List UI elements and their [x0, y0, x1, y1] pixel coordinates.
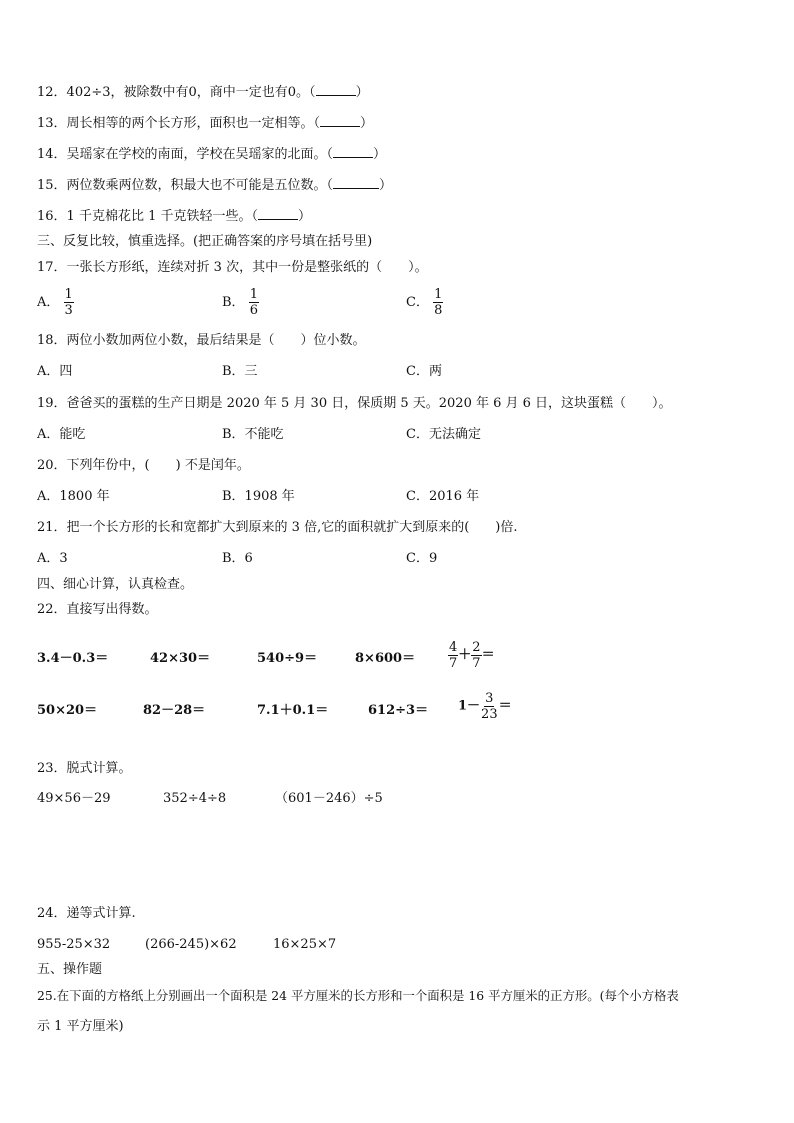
question-13-text: 13．周长相等的两个长方形，面积也一定相等。（: [37, 116, 321, 131]
fraction: [433, 287, 443, 318]
fraction-expression: [448, 640, 495, 671]
option-a[interactable]: A．1800 年: [37, 489, 110, 504]
fraction: [64, 287, 74, 318]
calc-item: 8×600＝: [355, 651, 416, 666]
numerator: 3: [485, 691, 494, 706]
question-14-text: 14．吴瑶家在学校的南面，学校在吴瑶家的北面。（: [37, 147, 334, 162]
option-label: C．: [406, 295, 429, 310]
option-b[interactable]: B．不能吃: [222, 427, 284, 442]
question-24-stem: 24．递等式计算.: [37, 906, 136, 921]
answer-blank[interactable]: [333, 176, 379, 189]
question-12: [37, 83, 369, 102]
equals-sign: ＝: [498, 698, 512, 714]
calc-item: 352÷4÷8: [163, 791, 227, 806]
whole-minus: 1－: [458, 698, 481, 714]
close-paren: ）: [355, 85, 369, 100]
close-paren: ）: [379, 178, 393, 193]
question-23-stem: 23．脱式计算。: [37, 761, 132, 776]
question-15: [37, 176, 392, 195]
fraction: [249, 287, 259, 318]
calc-item: 82－28＝: [143, 703, 206, 718]
fraction: [471, 640, 481, 671]
section-3-title: 三、反复比较，慎重选择。(把正确答案的序号填在括号里): [37, 234, 373, 249]
section-5-title: 五、操作题: [37, 962, 103, 977]
close-paren: ）: [360, 116, 374, 131]
question-25-line1: 25.在下面的方格纸上分别画出一个面积是 24 平方厘米的长方形和一个面积是 16 平方厘米的正方形。(每个小方格表: [37, 988, 679, 1003]
question-16: [37, 207, 311, 226]
question-19-stem: 19．爸爸买的蛋糕的生产日期是 2020 年 5 月 30 日，保质期 5 天。2020 年 6 月 6 日，这块蛋糕（ ）。: [37, 396, 672, 411]
option-c[interactable]: C．无法确定: [406, 427, 481, 442]
question-21-stem: 21．把一个长方形的长和宽都扩大到原来的 3 倍,它的面积就扩大到原来的( )倍.: [37, 520, 518, 535]
plus-sign: ＋: [458, 647, 472, 663]
option-label: B．: [222, 295, 245, 310]
equals-sign: ＝: [481, 647, 495, 663]
question-20-stem: 20．下列年份中，( ) 不是闰年。: [37, 458, 250, 473]
answer-blank[interactable]: [333, 145, 373, 158]
denominator: 8: [434, 303, 443, 318]
denominator: 7: [449, 656, 458, 671]
denominator: 3: [64, 303, 73, 318]
calc-item: 16×25×7: [273, 937, 337, 952]
question-25-line2: 示 1 平方厘米): [37, 1019, 124, 1034]
option-a[interactable]: A．3: [37, 551, 68, 566]
answer-blank[interactable]: [316, 83, 356, 96]
denominator: 6: [249, 303, 258, 318]
question-22-stem: 22．直接写出得数。: [37, 602, 158, 617]
option-b[interactable]: B．6: [222, 551, 253, 566]
fraction-expression: [458, 691, 512, 722]
question-18-stem: 18．两位小数加两位小数，最后结果是（ ）位小数。: [37, 333, 366, 348]
calc-item: 42×30＝: [150, 651, 211, 666]
calc-item: (266-245)×62: [145, 937, 237, 952]
calc-item: 540÷9＝: [257, 651, 318, 666]
numerator: 1: [434, 287, 443, 302]
calc-item: 49×56－29: [37, 791, 111, 806]
option-b[interactable]: [222, 287, 259, 318]
calc-item: 955-25×32: [37, 937, 111, 952]
numerator: 1: [64, 287, 73, 302]
denominator: 7: [472, 656, 481, 671]
question-17-stem: 17．一张长方形纸，连续对折 3 次，其中一份是整张纸的（ ）。: [37, 260, 428, 275]
calc-item: 612÷3＝: [368, 703, 429, 718]
calc-item: 50×20＝: [37, 703, 98, 718]
option-c[interactable]: C．9: [406, 551, 438, 566]
option-c[interactable]: C．2016 年: [406, 489, 480, 504]
close-paren: ）: [373, 147, 387, 162]
calc-item: 7.1＋0.1＝: [257, 703, 329, 718]
calc-item: 3.4－0.3＝: [37, 651, 109, 666]
numerator: 4: [449, 640, 458, 655]
question-14: [37, 145, 386, 164]
question-16-text: 16．1 千克棉花比 1 千克铁轻一些。（: [37, 209, 258, 224]
answer-blank[interactable]: [258, 207, 298, 220]
answer-blank[interactable]: [320, 114, 360, 127]
calc-item: （601－246）÷5: [275, 791, 383, 806]
question-15-text: 15．两位数乘两位数，积最大也不可能是五位数。（: [37, 178, 334, 193]
option-b[interactable]: B．三: [222, 364, 258, 379]
close-paren: ）: [297, 209, 311, 224]
question-13: [37, 114, 373, 133]
option-b[interactable]: B．1908 年: [222, 489, 295, 504]
denominator: 23: [481, 707, 498, 722]
numerator: 2: [472, 640, 481, 655]
question-12-text: 12．402÷3，被除数中有0，商中一定也有0。（: [37, 85, 316, 100]
option-c[interactable]: [406, 287, 443, 318]
option-c[interactable]: C．两: [406, 364, 442, 379]
section-4-title: 四、细心计算，认真检查。: [37, 577, 194, 592]
fraction: [480, 691, 499, 722]
fraction: [448, 640, 458, 671]
numerator: 1: [249, 287, 258, 302]
option-a[interactable]: [37, 287, 74, 318]
option-label: A．: [37, 295, 60, 310]
option-a[interactable]: A．四: [37, 364, 73, 379]
option-a[interactable]: A．能吃: [37, 427, 86, 442]
